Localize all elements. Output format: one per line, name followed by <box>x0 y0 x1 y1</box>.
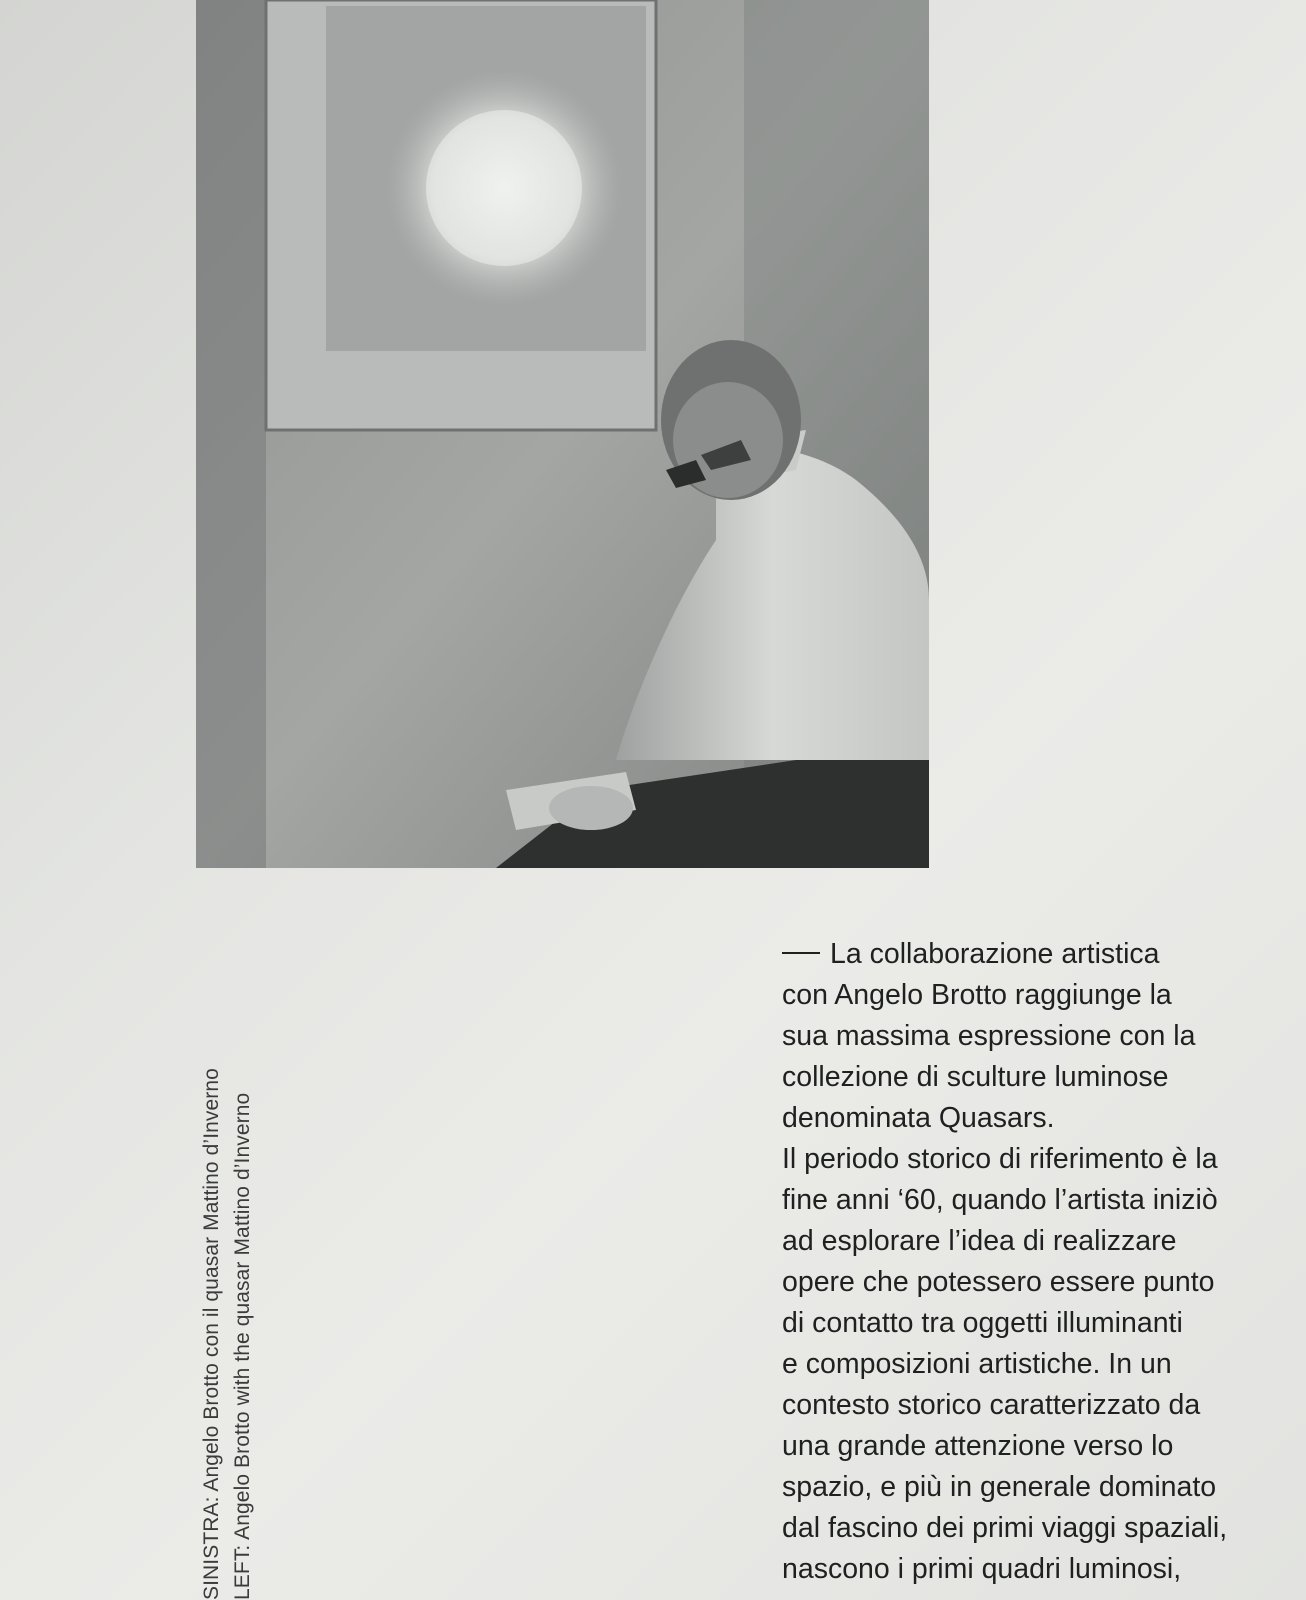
artist-photo <box>196 0 929 868</box>
paragraph-1 <box>782 934 1302 1139</box>
paragraph-2-line: contesto storico caratterizzato da <box>782 1389 1201 1421</box>
em-dash-icon <box>782 952 820 954</box>
paragraph-1-line: sua massima espressione con la <box>782 1020 1196 1052</box>
paragraph-2-line: nascono i primi quadri luminosi, <box>782 1553 1182 1585</box>
article-body <box>782 934 1302 1590</box>
paragraph-1-line: La collaborazione artistica <box>830 938 1160 970</box>
paragraph-2-line: fine anni ‘60, quando l’artista iniziò <box>782 1184 1218 1216</box>
paragraph-2-line: spazio, e più in generale dominato <box>782 1471 1217 1503</box>
photo-caption <box>196 920 260 1600</box>
paragraph-2 <box>782 1139 1302 1590</box>
artist-photo-illustration <box>196 0 929 868</box>
paragraph-1-line: con Angelo Brotto raggiunge la <box>782 979 1172 1011</box>
paragraph-2-line: dal fascino dei primi viaggi spaziali, <box>782 1512 1228 1544</box>
paragraph-2-line: Il periodo storico di riferimento è la <box>782 1143 1218 1175</box>
paragraph-1-line: denominata Quasars. <box>782 1102 1055 1134</box>
paragraph-2-line: e composizioni artistiche. In un <box>782 1348 1172 1380</box>
caption-italian: SINISTRA: Angelo Brotto con il quasar Mattino d’Inverno <box>200 1068 223 1600</box>
paragraph-2-line: opere che potessero essere punto <box>782 1266 1215 1298</box>
paragraph-2-line: di contatto tra oggetti illuminanti <box>782 1307 1183 1339</box>
paragraph-2-line: una grande attenzione verso lo <box>782 1430 1174 1462</box>
paragraph-1-line: collezione di sculture luminose <box>782 1061 1169 1093</box>
paragraph-2-line: ad esplorare l’idea di realizzare <box>782 1225 1177 1257</box>
caption-english: LEFT: Angelo Brotto with the quasar Mattino d’Inverno <box>231 1092 254 1600</box>
